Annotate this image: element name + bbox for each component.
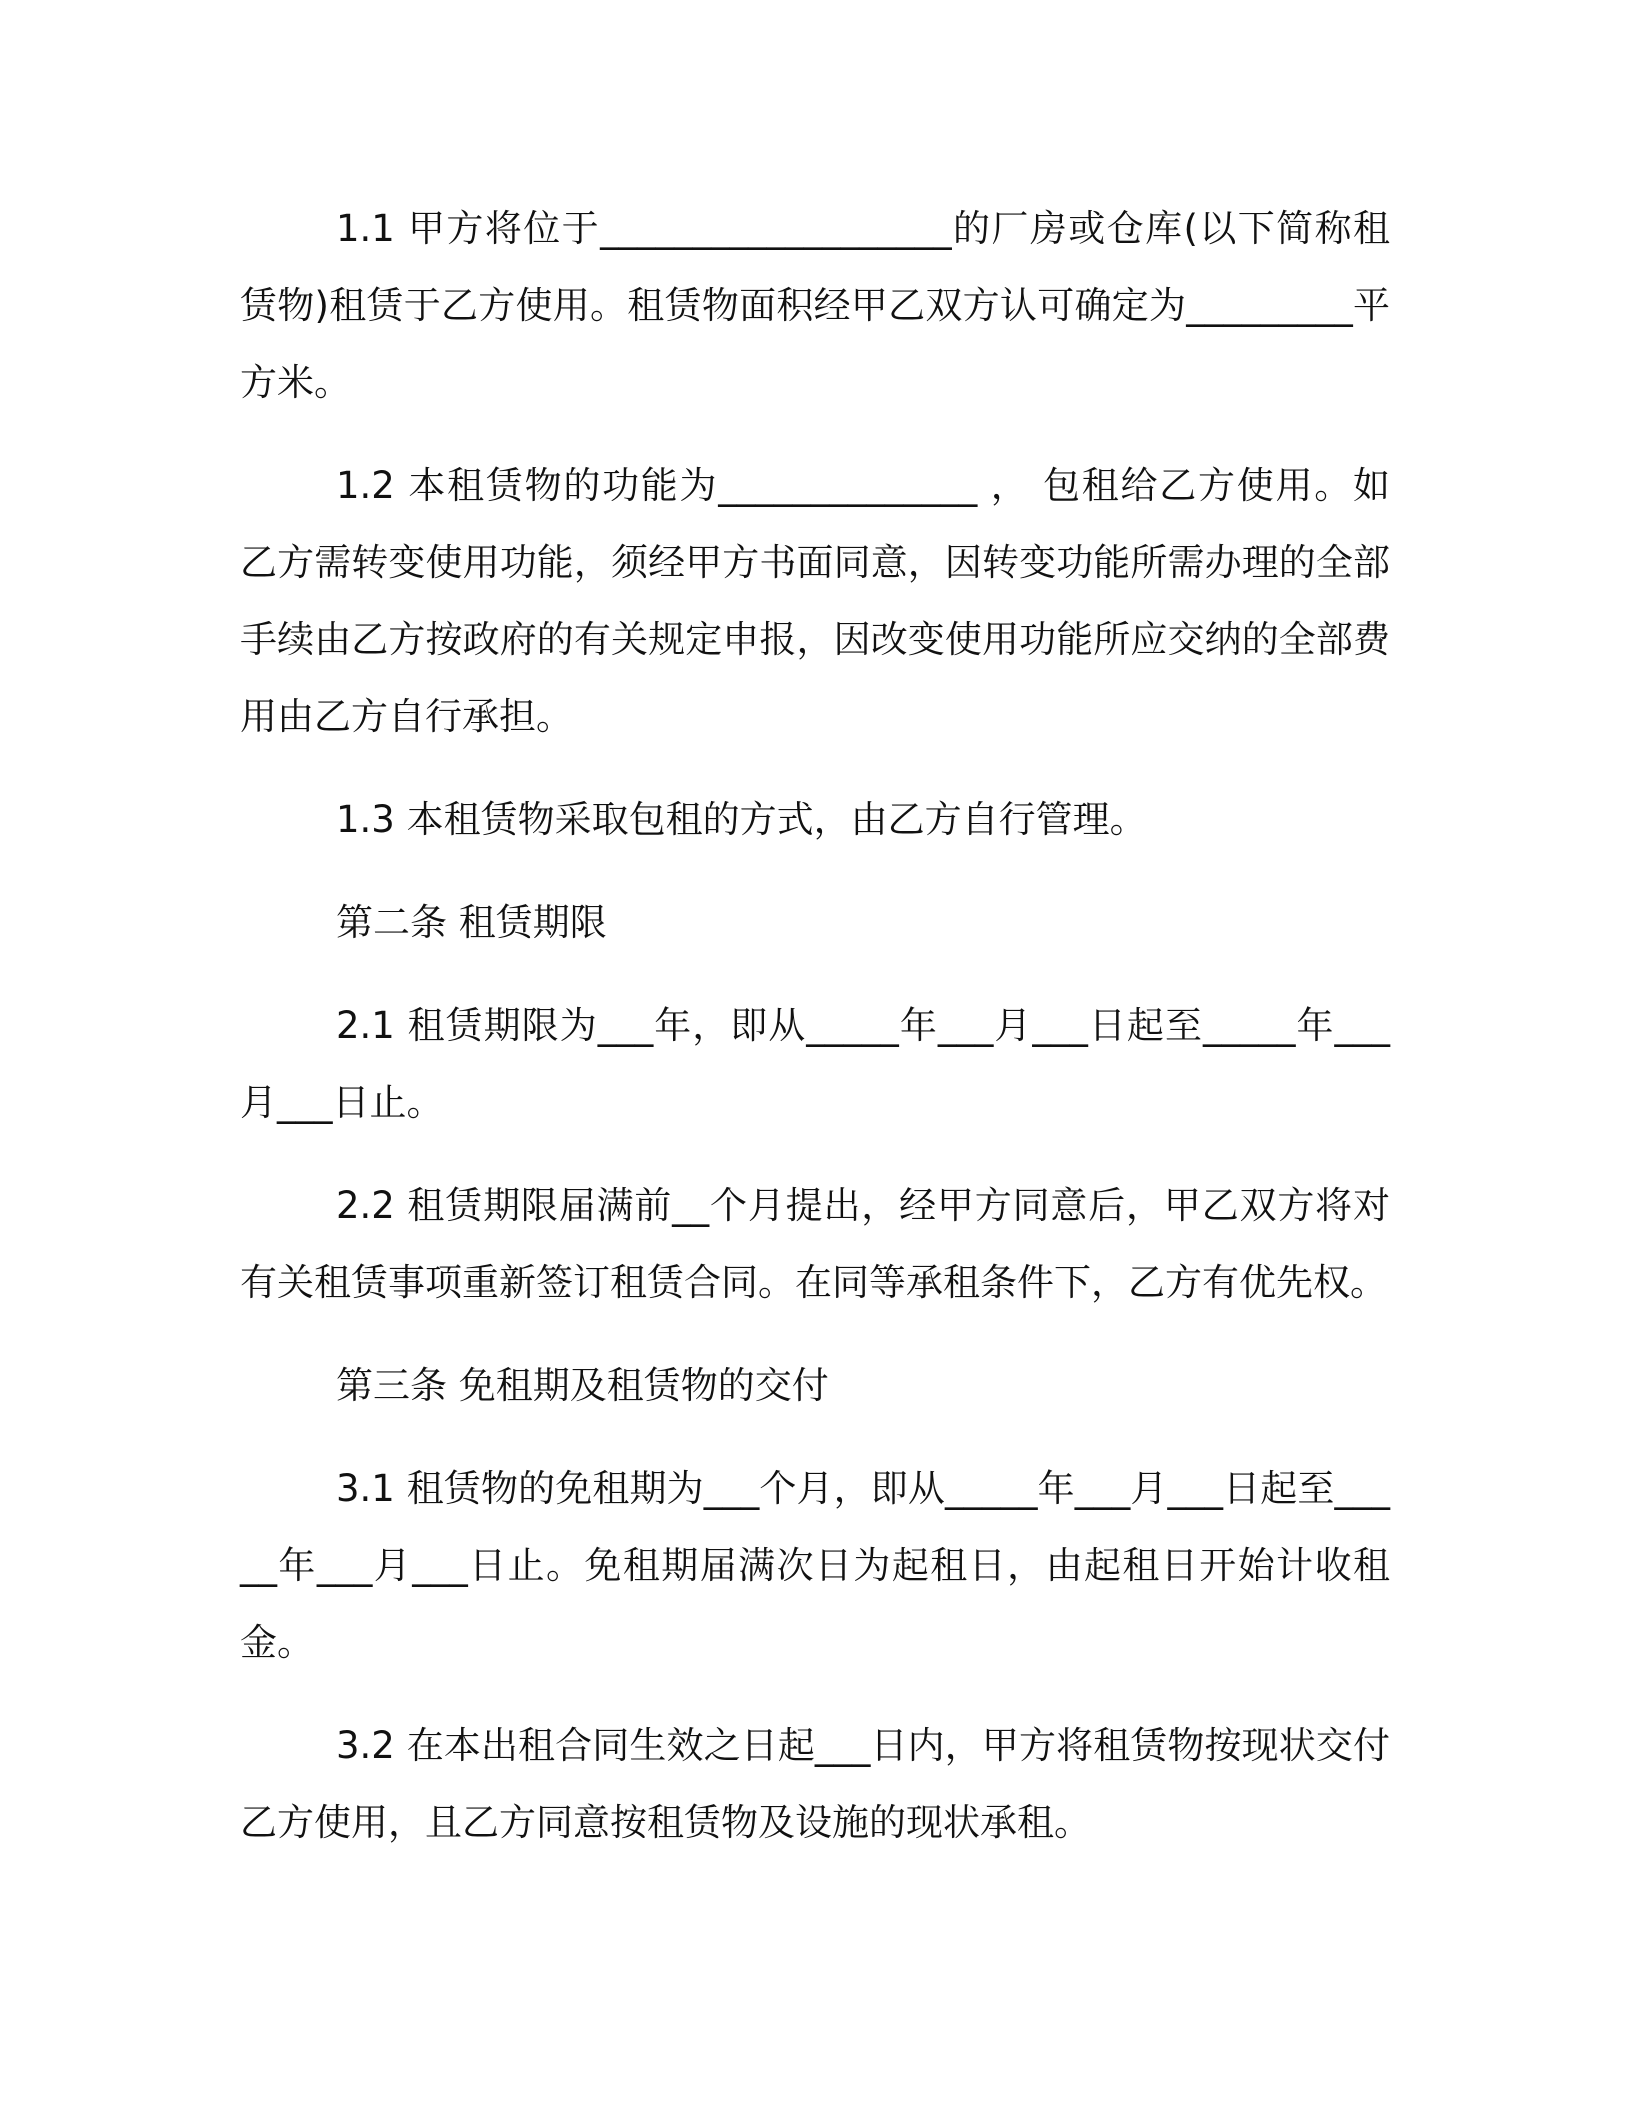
document-page [240,190,1390,1887]
clause-1-1: 1.1 甲方将位于___________________的厂房或仓库(以下简称租赁物)租赁于乙方使用。租赁物面积经甲乙双方认可确定为_________平方米。 [240,207,1390,404]
clause-1-3: 1.3 本租赁物采取包租的方式，由乙方自行管理。 [336,798,1147,841]
clause-2-1: 2.1 租赁期限为___年，即从_____年___月___日起至_____年___月___日止。 [240,1004,1390,1124]
clause-3-1: 3.1 租赁物的免租期为___个月，即从_____年___月___日起至_____年___月___日止。免租期届满次日为起租日，由起租日开始计收租金。 [240,1467,1390,1664]
article-2-heading: 第二条 租赁期限 [336,901,607,944]
article-3-heading: 第三条 免租期及租赁物的交付 [336,1364,829,1407]
clause-3-2: 3.2 在本出租合同生效之日起___日内，甲方将租赁物按现状交付乙方使用，且乙方同意按租赁物及设施的现状承租。 [240,1724,1390,1844]
clause-2-2: 2.2 租赁期限届满前__个月提出，经甲方同意后，甲乙双方将对有关租赁事项重新签订租赁合同。在同等承租条件下，乙方有优先权。 [240,1184,1390,1304]
clause-1-2: 1.2 本租赁物的功能为______________ ， 包租给乙方使用。如乙方需转变使用功能，须经甲方书面同意，因转变功能所需办理的全部手续由乙方按政府的有关规定申报，因改变使用功能所应交纳的全部费用由乙方自行承担。 [240,464,1390,738]
